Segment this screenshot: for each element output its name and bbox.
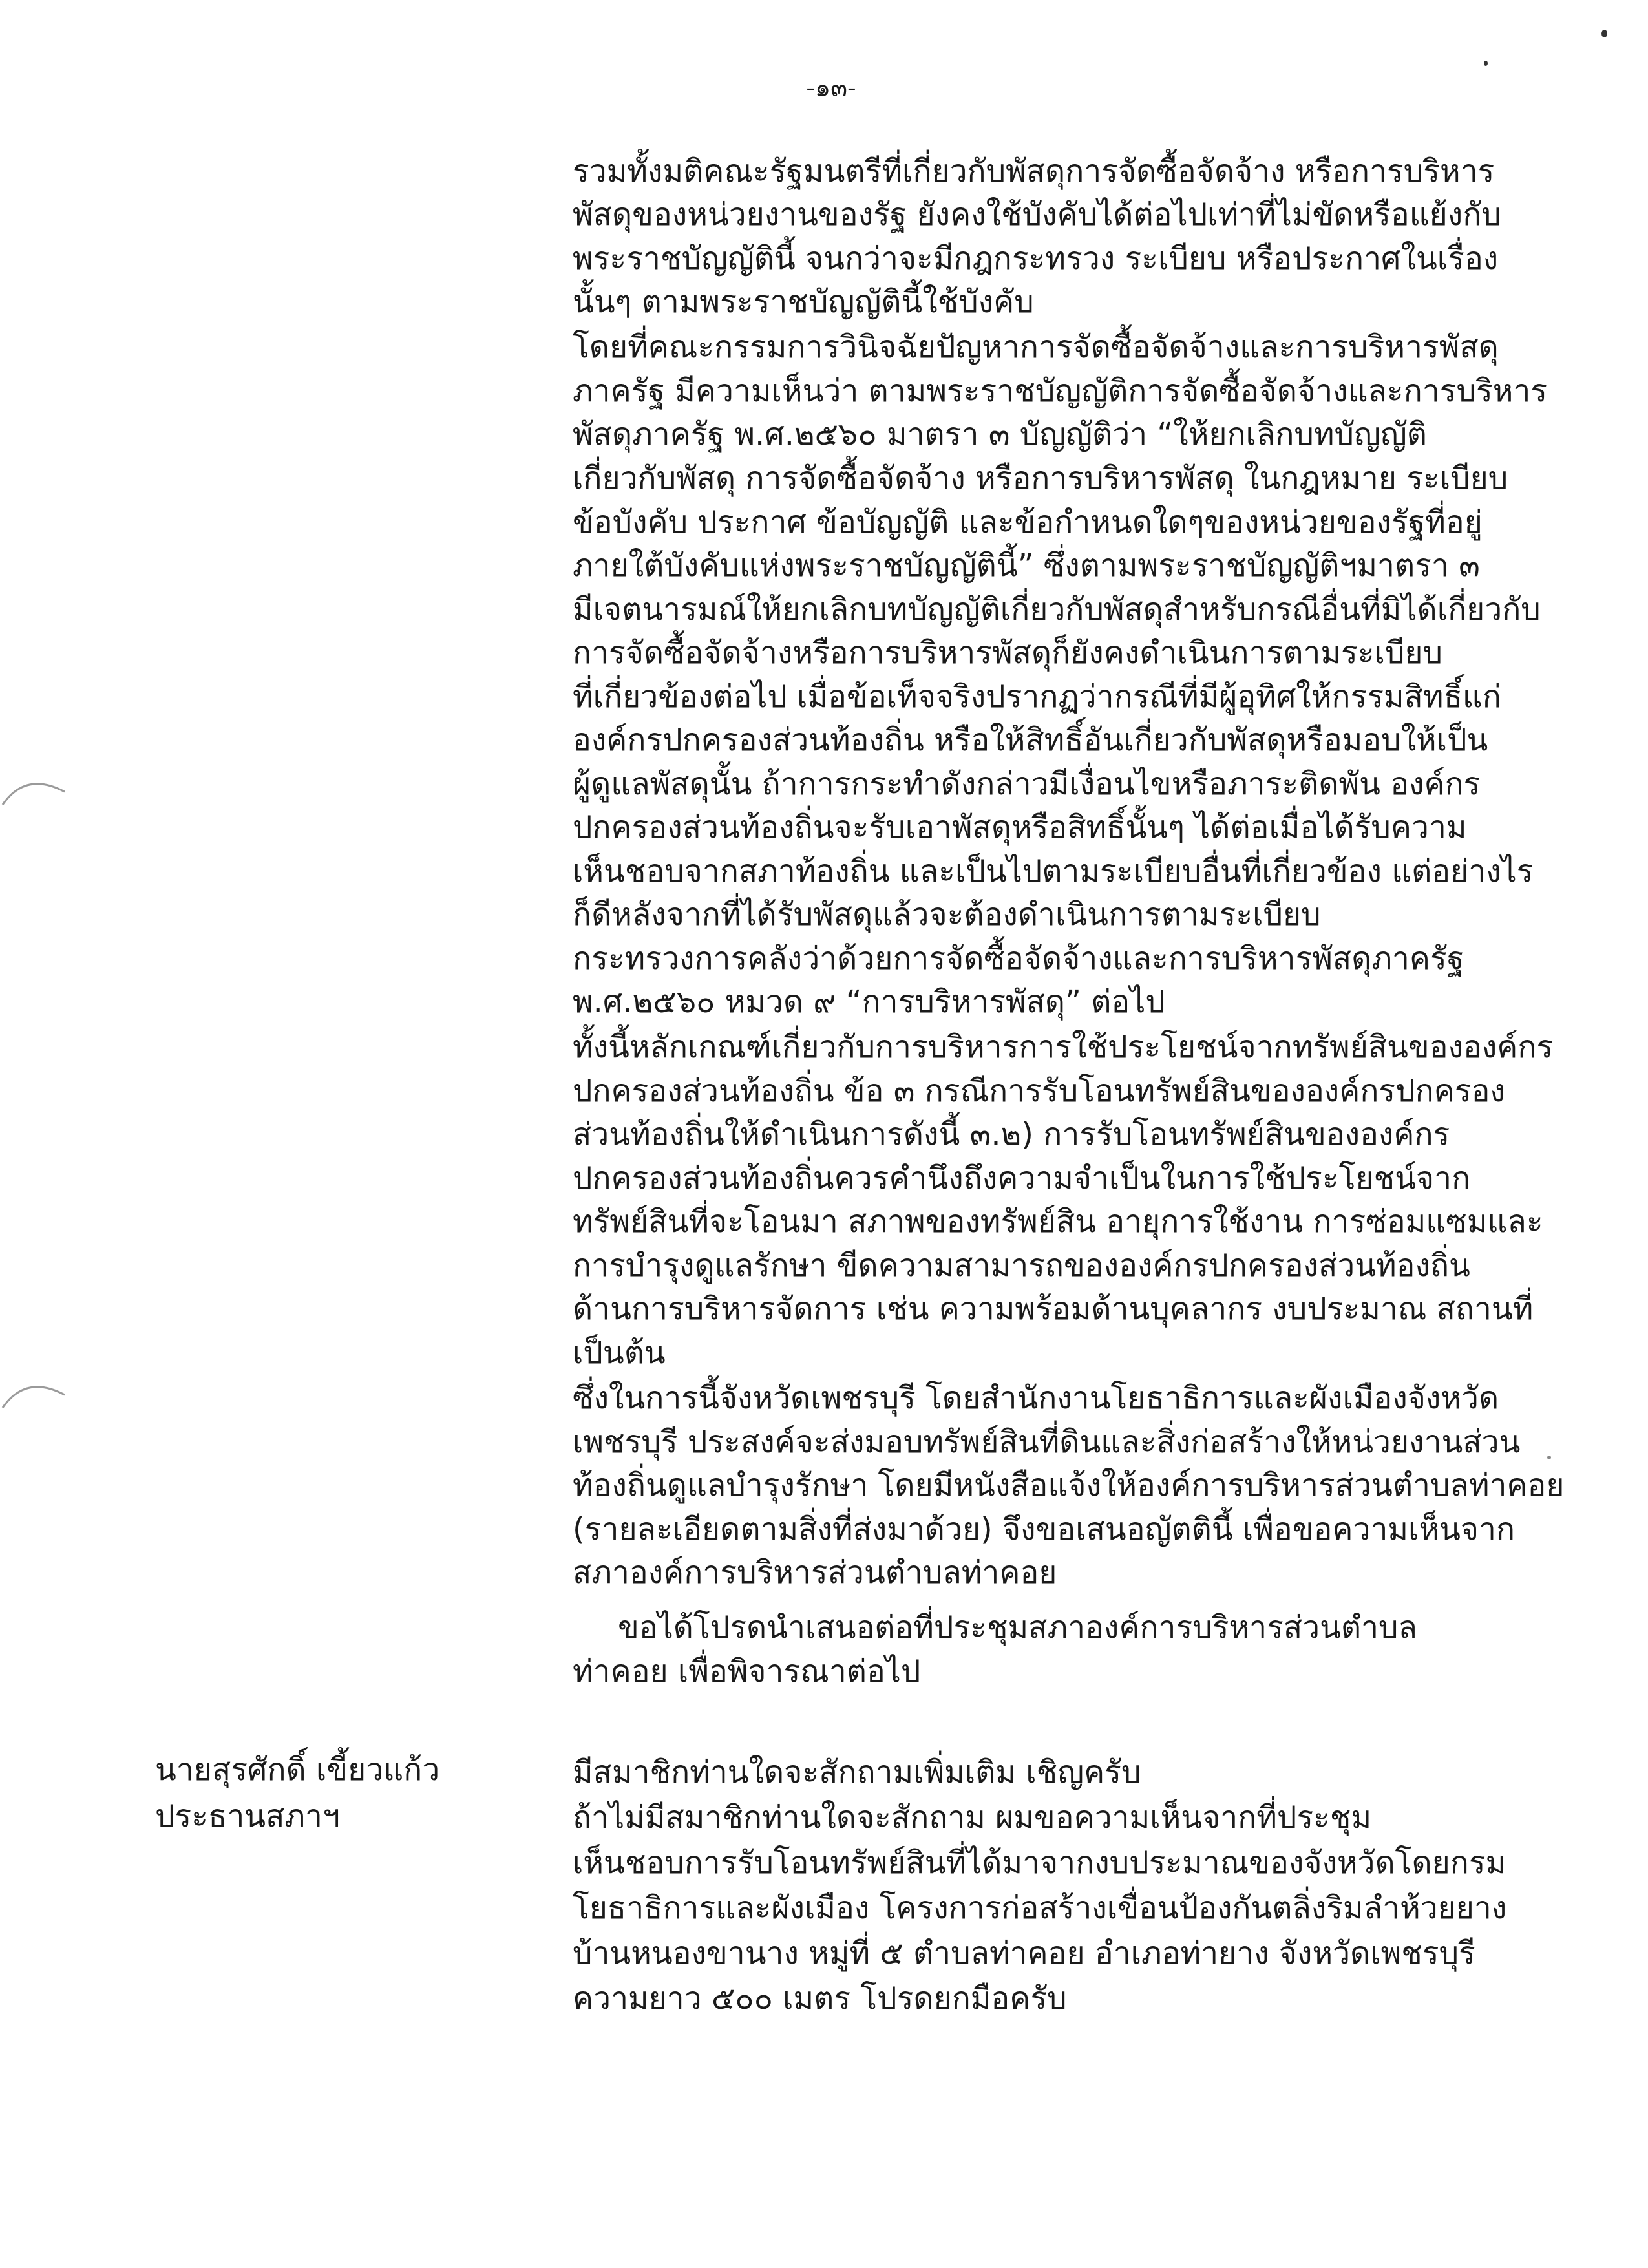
text-line: เห็นชอบการรับโอนทรัพย์สินที่ได้มาจากงบประมาณของจังหวัดโดยกรม <box>573 1845 1506 1881</box>
text-line: พัสดุของหน่วยงานของรัฐ ยังคงใช้บังคับได้ต่อไปเท่าที่ไม่ขัดหรือแย้งกับ <box>573 196 1501 233</box>
text-line: ซึ่งในการนี้จังหวัดเพชรบุรี โดยสำนักงานโยธาธิการและผังเมืองจังหวัด <box>573 1380 1499 1416</box>
text-line: ถ้าไม่มีสมาชิกท่านใดจะสักถาม ผมขอความเห็นจากที่ประชุม <box>573 1799 1372 1836</box>
speaker-name: นายสุรศักดิ์ เขี้ยวแก้ว <box>155 1752 440 1788</box>
text-line: พัสดุภาครัฐ พ.ศ.๒๕๖๐ มาตรา ๓ บัญญัติว่า “ให้ยกเลิกบทบัญญัติ <box>573 416 1427 452</box>
text-line: ขอได้โปรดนำเสนอต่อที่ประชุมสภาองค์การบริหารส่วนตำบล <box>618 1609 1417 1646</box>
scan-speck <box>1601 30 1607 37</box>
text-line: ปกครองส่วนท้องถิ่น ข้อ ๓ กรณีการรับโอนทรัพย์สินขององค์กรปกครอง <box>573 1073 1505 1109</box>
punch-hole-mark-top <box>0 766 71 811</box>
text-line: ปกครองส่วนท้องถิ่นจะรับเอาพัสดุหรือสิทธิ์นั้นๆ ได้ต่อเมื่อได้รับความ <box>573 809 1467 845</box>
text-line: การบำรุงดูแลรักษา ขีดความสามารถขององค์กรปกครองส่วนท้องถิ่น <box>573 1247 1470 1284</box>
text-line: เห็นชอบจากสภาท้องถิ่น และเป็นไปตามระเบียบอื่นที่เกี่ยวข้อง แต่อย่างไร <box>573 853 1534 889</box>
text-line: ทั้งนี้หลักเกณฑ์เกี่ยวกับการบริหารการใช้ประโยชน์จากทรัพย์สินขององค์กร <box>573 1029 1554 1065</box>
speaker-role: ประธานสภาฯ <box>155 1798 340 1834</box>
text-line: มีเจตนารมณ์ให้ยกเลิกบทบัญญัติเกี่ยวกับพัสดุสำหรับกรณีอื่นที่มิได้เกี่ยวกับ <box>573 591 1541 628</box>
text-line: ด้านการบริหารจัดการ เช่น ความพร้อมด้านบุคลากร งบประมาณ สถานที่ <box>573 1291 1534 1327</box>
text-line: ส่วนท้องถิ่นให้ดำเนินการดังนี้ ๓.๒) การรับโอนทรัพย์สินขององค์กร <box>573 1116 1450 1152</box>
text-line: สภาองค์การบริหารส่วนตำบลท่าคอย <box>573 1554 1057 1591</box>
text-line: ผู้ดูแลพัสดุนั้น ถ้าการกระทำดังกล่าวมีเงื่อนไขหรือภาระติดพัน องค์กร <box>573 766 1481 802</box>
text-line: ท่าคอย เพื่อพิจารณาต่อไป <box>573 1653 921 1690</box>
text-line: ทรัพย์สินที่จะโอนมา สภาพของทรัพย์สิน อายุการใช้งาน การซ่อมแซมและ <box>573 1203 1543 1240</box>
text-line: องค์กรปกครองส่วนท้องถิ่น หรือให้สิทธิ์อันเกี่ยวกับพัสดุหรือมอบให้เป็น <box>573 722 1488 758</box>
text-line: เกี่ยวกับพัสดุ การจัดซื้อจัดจ้าง หรือการบริหารพัสดุ ในกฎหมาย ระเบียบ <box>573 460 1508 496</box>
text-line: เป็นต้น <box>573 1335 666 1371</box>
text-line: พ.ศ.๒๕๖๐ หมวด ๙ “การบริหารพัสดุ” ต่อไป <box>573 984 1165 1020</box>
text-line: ท้องถิ่นดูแลบำรุงรักษา โดยมีหนังสือแจ้งให้องค์การบริหารส่วนตำบลท่าคอย <box>573 1467 1565 1503</box>
text-line: ภาครัฐ มีความเห็นว่า ตามพระราชบัญญัติการจัดซื้อจัดจ้างและการบริหาร <box>573 373 1548 409</box>
text-line: นั้นๆ ตามพระราชบัญญัตินี้ใช้บังคับ <box>573 284 1034 320</box>
text-line: กระทรวงการคลังว่าด้วยการจัดซื้อจัดจ้างและการบริหารพัสดุภาครัฐ <box>573 940 1464 977</box>
text-line: ที่เกี่ยวข้องต่อไป เมื่อข้อเท็จจริงปรากฏว่ากรณีที่มีผู้อุทิศให้กรรมสิทธิ์แก่ <box>573 679 1501 715</box>
text-line: ความยาว ๕๐๐ เมตร โปรดยกมือครับ <box>573 1980 1067 2017</box>
text-line: การจัดซื้อจัดจ้างหรือการบริหารพัสดุก็ยังคงดำเนินการตามระเบียบ <box>573 635 1443 671</box>
text-line: (รายละเอียดตามสิ่งที่ส่งมาด้วย) จึงขอเสนอญัตตินี้ เพื่อขอความเห็นจาก <box>573 1511 1516 1547</box>
text-line: พระราชบัญญัตินี้ จนกว่าจะมีกฎกระทรวง ระเบียบ หรือประกาศในเรื่อง <box>573 240 1499 277</box>
text-line: ปกครองส่วนท้องถิ่นควรคำนึงถึงความจำเป็นในการใช้ประโยชน์จาก <box>573 1160 1471 1196</box>
page-number: -๑๓- <box>806 74 856 102</box>
text-line: ก็ดีหลังจากที่ได้รับพัสดุแล้วจะต้องดำเนินการตามระเบียบ <box>573 896 1321 933</box>
scan-speck <box>1547 1456 1551 1459</box>
text-line: โดยที่คณะกรรมการวินิจฉัยปัญหาการจัดซื้อจัดจ้างและการบริหารพัสดุ <box>573 329 1499 365</box>
punch-hole-mark-bottom <box>0 1369 71 1414</box>
scan-speck <box>1484 61 1488 66</box>
text-line: บ้านหนองขานาง หมู่ที่ ๕ ตำบลท่าคอย อำเภอท่ายาง จังหวัดเพชรบุรี <box>573 1935 1475 1971</box>
text-line: โยธาธิการและผังเมือง โครงการก่อสร้างเขื่อนป้องกันตลิ่งริมลำห้วยยาง <box>573 1890 1507 1926</box>
text-line: ข้อบังคับ ประกาศ ข้อบัญญัติ และข้อกำหนดใดๆของหน่วยของรัฐที่อยู่ <box>573 504 1483 540</box>
text-line: เพชรบุรี ประสงค์จะส่งมอบทรัพย์สินที่ดินและสิ่งก่อสร้างให้หน่วยงานส่วน <box>573 1424 1521 1460</box>
text-line: ภายใต้บังคับแห่งพระราชบัญญัตินี้” ซึ่งตามพระราชบัญญัติฯมาตรา ๓ <box>573 547 1480 584</box>
text-line: มีสมาชิกท่านใดจะสักถามเพิ่มเติม เชิญครับ <box>573 1754 1141 1790</box>
text-line: รวมทั้งมติคณะรัฐมนตรีที่เกี่ยวกับพัสดุการจัดซื้อจัดจ้าง หรือการบริหาร <box>573 153 1495 189</box>
